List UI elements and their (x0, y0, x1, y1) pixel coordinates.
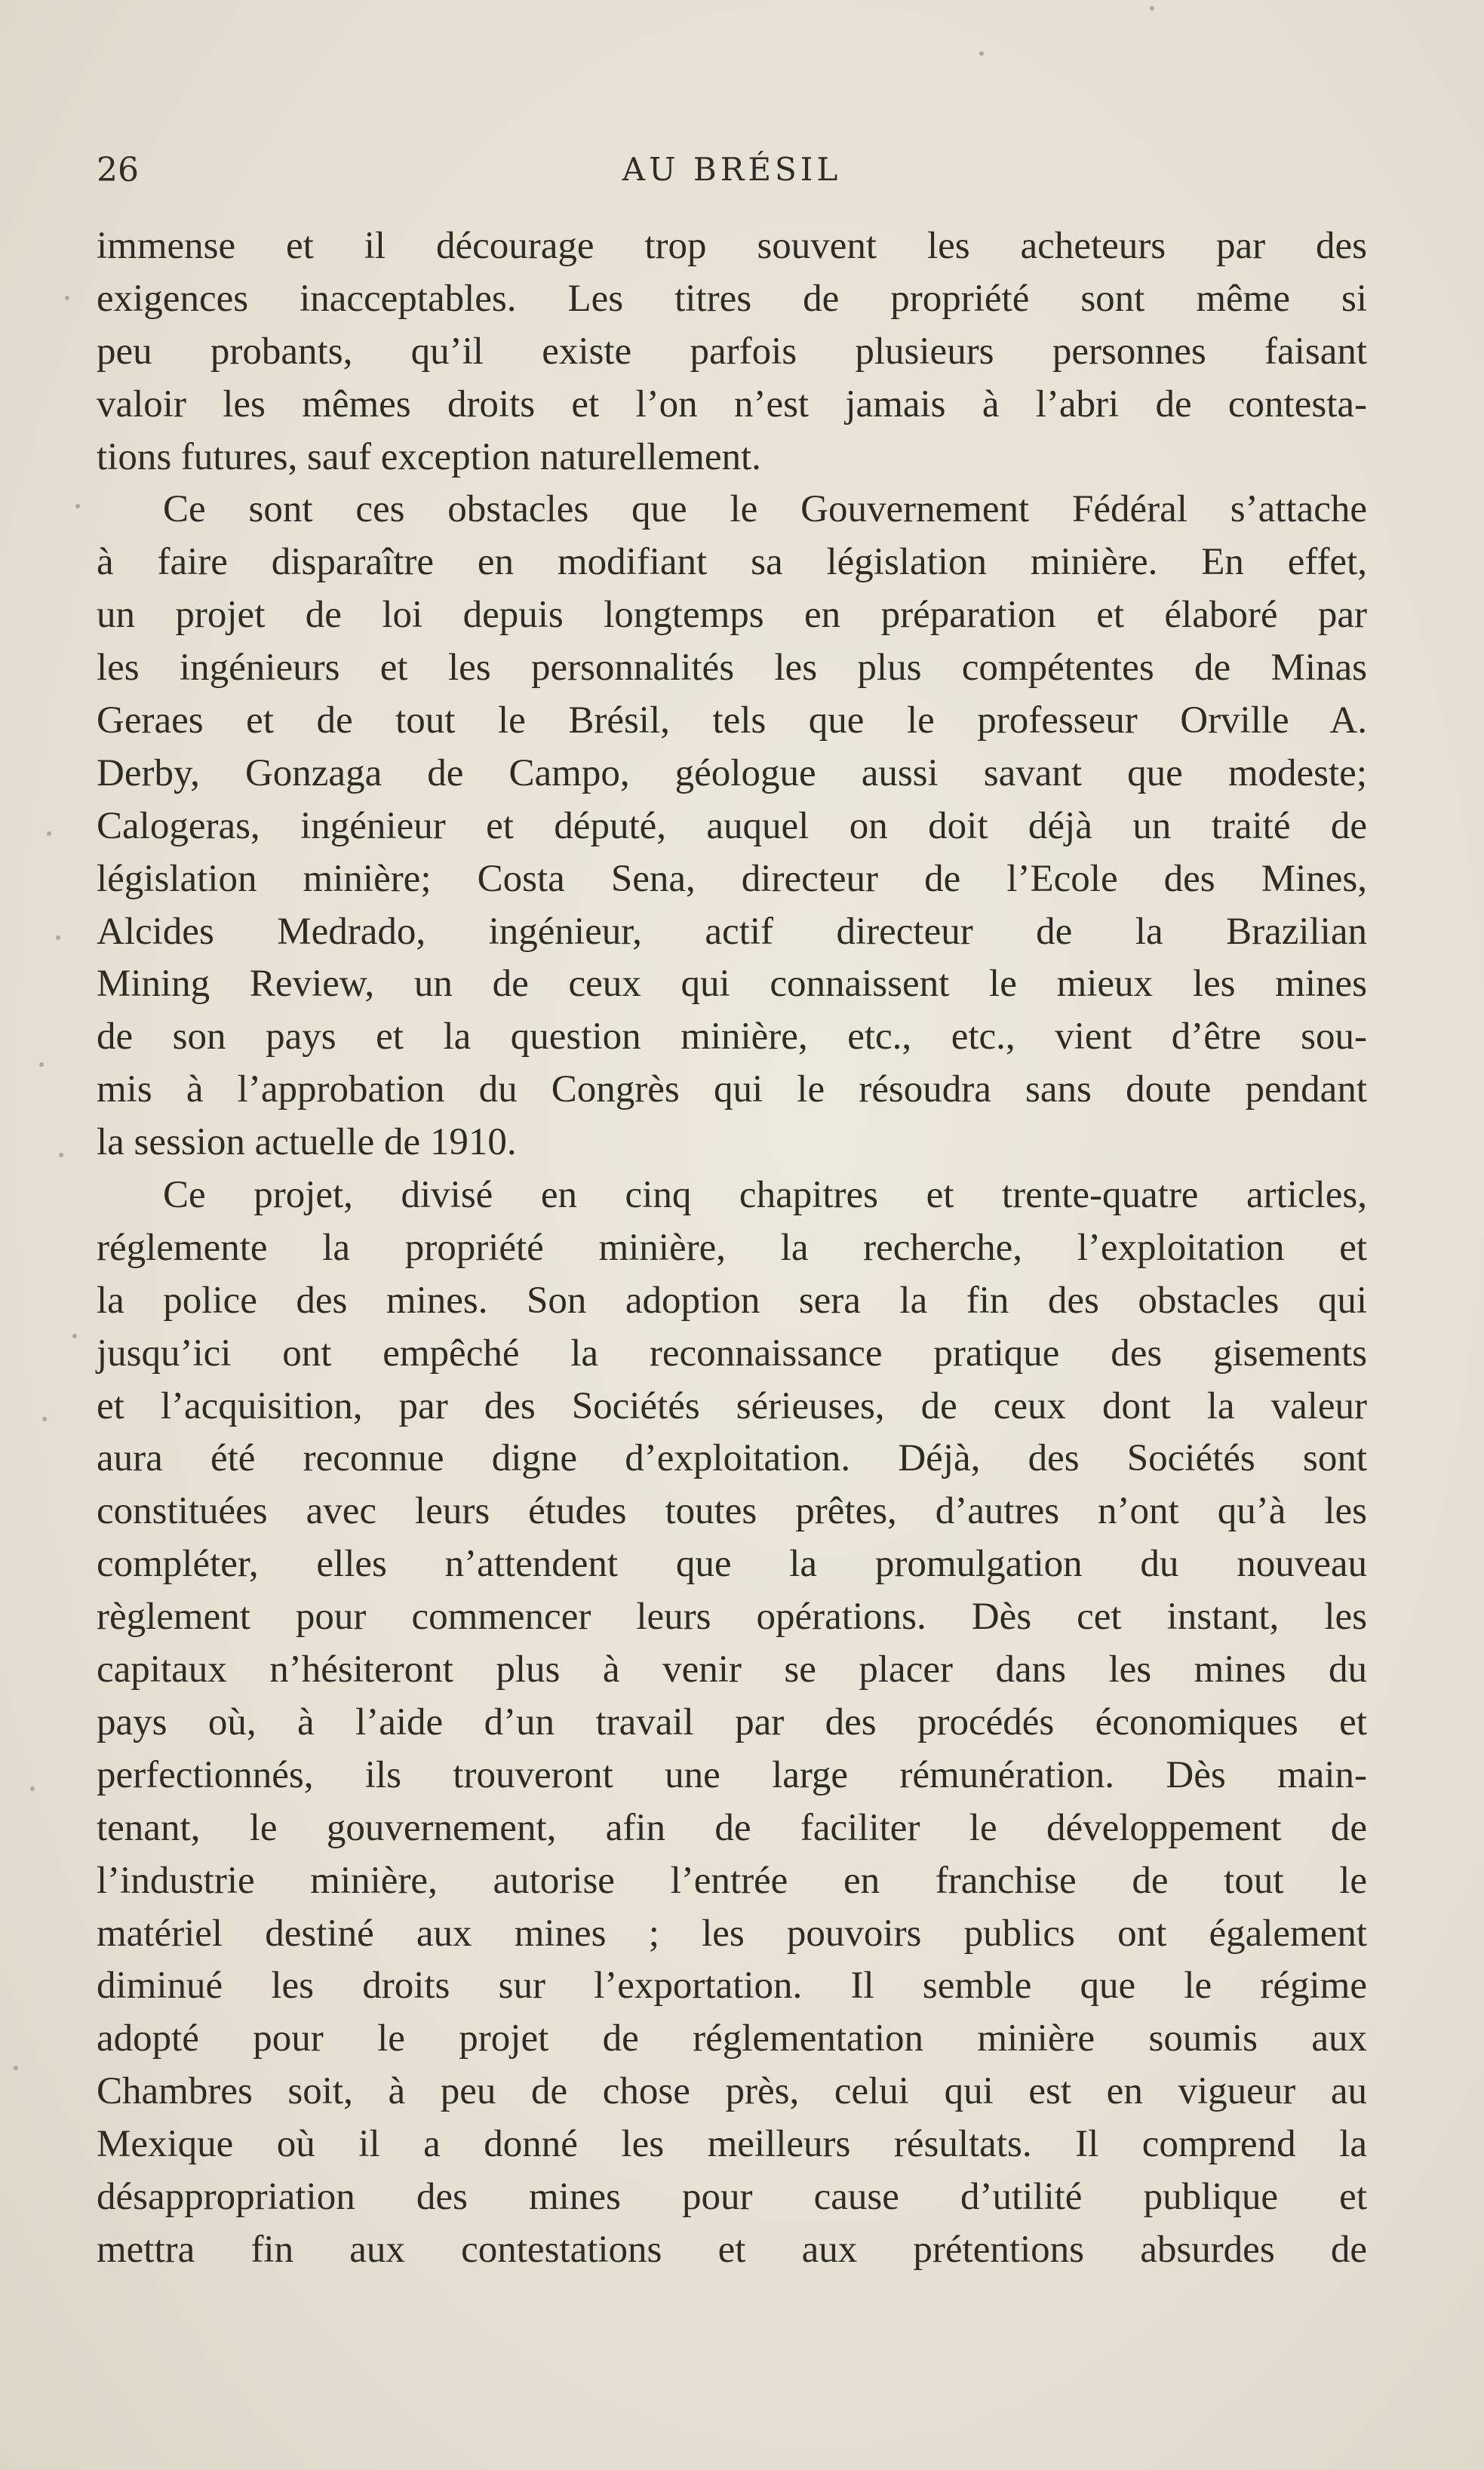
text-line: Ce projet, divisé en cinq chapitres et trente-quatre articles, (163, 1174, 1367, 1217)
scan-speck (1150, 6, 1154, 11)
text-line: législation minière; Costa Sena, directeur de l’Ecole des Mines, (97, 857, 1367, 900)
text-line: de son pays et la question minière, etc., etc., vient d’être sou- (97, 1015, 1367, 1058)
text-line: peu probants, qu’il existe parfois plusieurs personnes faisant (97, 330, 1367, 373)
text-line: Alcides Medrado, ingénieur, actif directeur de la Brazilian (97, 910, 1367, 953)
text-line: et l’acquisition, par des Sociétés sérieuses, de ceux dont la valeur (97, 1384, 1367, 1427)
scan-speck (14, 2066, 18, 2070)
text-line: Mexique où il a donné les meilleurs résultats. Il comprend la (97, 2123, 1367, 2166)
scan-speck (72, 1334, 77, 1338)
text-line: aura été reconnue digne d’exploitation. Déjà, des Sociétés sont (97, 1437, 1367, 1480)
page-number: 26 (97, 151, 139, 189)
body-text (97, 220, 1367, 2277)
scan-speck (47, 831, 51, 836)
text-line: adopté pour le projet de réglementation minière soumis aux (97, 2017, 1367, 2060)
text-line: réglemente la propriété minière, la recherche, l’exploitation et (97, 1226, 1367, 1269)
text-line: les ingénieurs et les personnalités les plus compétentes de Minas (97, 647, 1367, 690)
text-line: l’industrie minière, autorise l’entrée en franchise de tout le (97, 1859, 1367, 1902)
scan-speck (39, 1062, 44, 1067)
text-line: règlement pour commencer leurs opérations. Dès cet instant, les (97, 1596, 1367, 1639)
text-line: tions futures, sauf exception naturellement. (97, 435, 761, 478)
scan-speck (42, 1417, 47, 1421)
text-line: jusqu’ici ont empêché la reconnaissance pratique des gisements (97, 1332, 1367, 1375)
scan-speck (65, 296, 69, 300)
text-line: Derby, Gonzaga de Campo, géologue aussi savant que modeste; (97, 751, 1367, 794)
text-line: mettra fin aux contestations et aux prétentions absurdes de (97, 2228, 1367, 2271)
text-line: capitaux n’hésiteront plus à venir se placer dans les mines du (97, 1648, 1367, 1691)
text-line: Mining Review, un de ceux qui connaissent le mieux les mines (97, 963, 1367, 1006)
text-line: désappropriation des mines pour cause d’utilité publique et (97, 2175, 1367, 2218)
text-line: valoir les mêmes droits et l’on n’est jamais à l’abri de contesta- (97, 382, 1367, 425)
running-head (97, 145, 1367, 198)
text-line: Geraes et de tout le Brésil, tels que le professeur Orville A. (97, 699, 1367, 742)
text-line: perfectionnés, ils trouveront une large rémunération. Dès main- (97, 1753, 1367, 1796)
text-line: diminué les droits sur l’exportation. Il semble que le régime (97, 1965, 1367, 2008)
scan-speck (75, 504, 80, 508)
text-line: la police des mines. Son adoption sera la fin des obstacles qui (97, 1279, 1367, 1322)
text-line: la session actuelle de 1910. (97, 1121, 517, 1164)
scan-speck (979, 51, 984, 56)
text-line: mis à l’approbation du Congrès qui le résoudra sans doute pendant (97, 1068, 1367, 1111)
text-line: un projet de loi depuis longtemps en préparation et élaboré par (97, 594, 1367, 637)
text-line: à faire disparaître en modifiant sa législation minière. En effet, (97, 541, 1367, 584)
running-title: AU BRÉSIL (622, 151, 842, 188)
scan-speck (30, 1786, 35, 1791)
text-line: pays où, à l’aide d’un travail par des procédés économiques et (97, 1700, 1367, 1743)
text-line: exigences inacceptables. Les titres de propriété sont même si (97, 277, 1367, 320)
scan-speck (56, 935, 60, 940)
text-line: Ce sont ces obstacles que le Gouvernement Fédéral s’attache (163, 488, 1367, 531)
text-line: Chambres soit, à peu de chose près, celui qui est en vigueur au (97, 2070, 1367, 2113)
scan-speck (59, 1153, 63, 1157)
text-line: tenant, le gouvernement, afin de faciliter le développement de (97, 1806, 1367, 1849)
text-line: Calogeras, ingénieur et député, auquel on doit déjà un traité de (97, 804, 1367, 847)
text-line: matériel destiné aux mines ; les pouvoirs publics ont également (97, 1912, 1367, 1955)
text-line: compléter, elles n’attendent que la promulgation du nouveau (97, 1543, 1367, 1586)
text-line: immense et il décourage trop souvent les acheteurs par des (97, 225, 1367, 267)
text-line: constituées avec leurs études toutes prêtes, d’autres n’ont qu’à les (97, 1490, 1367, 1533)
